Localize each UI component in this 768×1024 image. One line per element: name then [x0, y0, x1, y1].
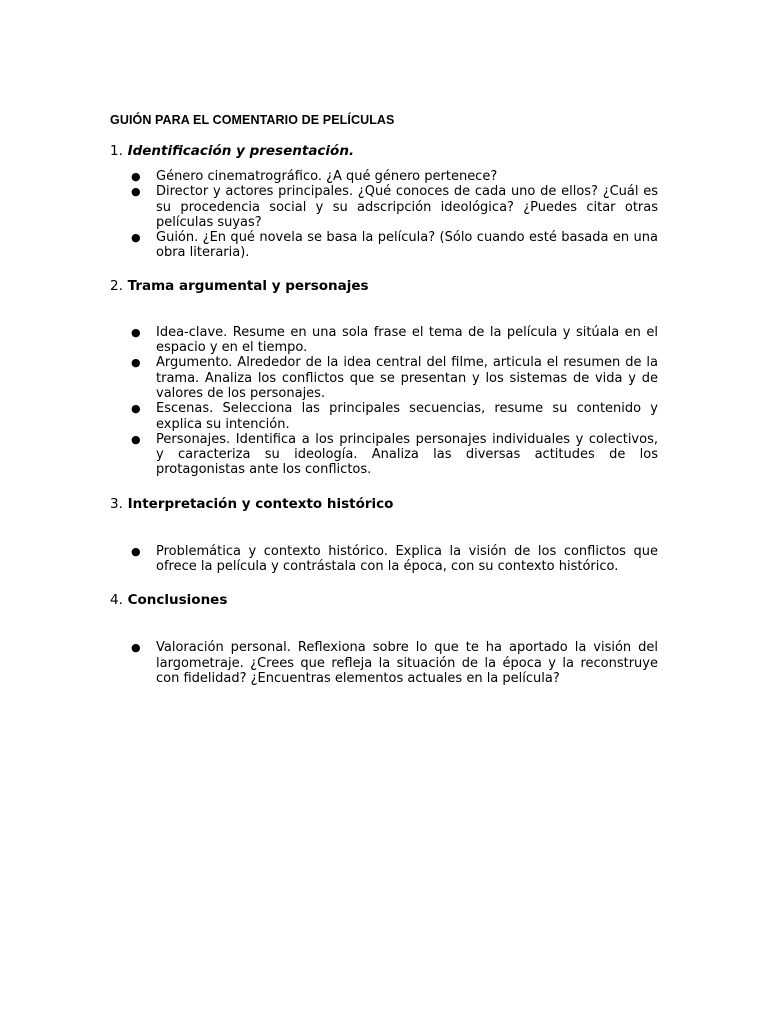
section-number: 4. — [110, 592, 123, 609]
bullet-icon: ● — [131, 641, 141, 655]
section-heading-4 — [110, 591, 658, 609]
section-4-list — [110, 640, 658, 686]
section-title: Trama argumental y personajes — [127, 277, 369, 294]
section-number: 1. — [110, 143, 123, 159]
bullet-icon: ● — [131, 356, 141, 370]
section-3-list — [110, 544, 658, 575]
list-item-text: Género cinematrográfico. ¿A qué género pertenece? — [156, 169, 498, 184]
list-item-text: Director y actores principales. ¿Qué conoces de cada uno de ellos? ¿Cuál es su procedencia social y su adscripción ideológica? ¿Puedes citar otras películas suyas? — [156, 184, 658, 230]
list-item-text: Valoración personal. Reflexiona sobre lo que te ha aportado la visión del largometraje. ¿Crees que refleja la situación de la época y la reconstruye con fidelidad? ¿Encuentras elementos actuales en la película? — [156, 640, 658, 686]
section-heading-2 — [110, 277, 658, 295]
list-item — [110, 544, 658, 575]
list-item — [110, 432, 658, 478]
list-item-text: Guión. ¿En qué novela se basa la película? (Sólo cuando esté basada en una obra literaria). — [156, 230, 658, 261]
bullet-icon: ● — [131, 231, 141, 245]
bullet-icon: ● — [131, 185, 141, 199]
document-body — [110, 112, 658, 686]
list-item-text: Escenas. Selecciona las principales secuencias, resume su contenido y explica su intención. — [156, 401, 658, 432]
bullet-icon: ● — [131, 170, 141, 183]
section-heading-1 — [110, 142, 658, 160]
list-item — [110, 325, 658, 356]
list-item-text: Idea-clave. Resume en una sola frase el tema de la película y sitúala en el espacio y en el tiempo. — [156, 324, 658, 356]
section-1-list — [110, 169, 658, 261]
bullet-icon: ● — [131, 544, 141, 558]
section-title: Identificación y presentación. — [127, 143, 355, 159]
bullet-icon: ● — [131, 432, 141, 446]
list-item-text: Argumento. Alrededor de la idea central del filme, articula el resumen de la trama. Analiza los conflictos que se presentan y los sistemas de vida y de valores de los personajes. — [156, 355, 658, 401]
document-title: GUIÓN PARA EL COMENTARIO DE PELÍCULAS — [110, 113, 395, 127]
section-number: 3. — [110, 495, 123, 512]
list-item — [110, 640, 658, 686]
list-item — [110, 401, 658, 432]
list-item-text: Problemática y contexto histórico. Explica la visión de los conflictos que ofrece la película y contrástala con la época, con su contexto histórico. — [156, 543, 658, 575]
section-title: Interpretación y contexto histórico — [127, 495, 394, 512]
section-number: 2. — [110, 277, 123, 294]
section-heading-3 — [110, 495, 658, 513]
list-item — [110, 184, 658, 230]
section-title: Conclusiones — [127, 592, 228, 609]
list-item-text: Personajes. Identifica a los principales personajes individuales y colectivos, y caracteriza su ideología. Analiza las diversas actitudes de los protagonistas ante los conflictos. — [156, 431, 658, 478]
list-item — [110, 169, 658, 184]
list-item — [110, 355, 658, 401]
section-2-list — [110, 325, 658, 478]
bullet-icon: ● — [131, 325, 141, 339]
list-item — [110, 230, 658, 261]
bullet-icon: ● — [131, 402, 141, 416]
